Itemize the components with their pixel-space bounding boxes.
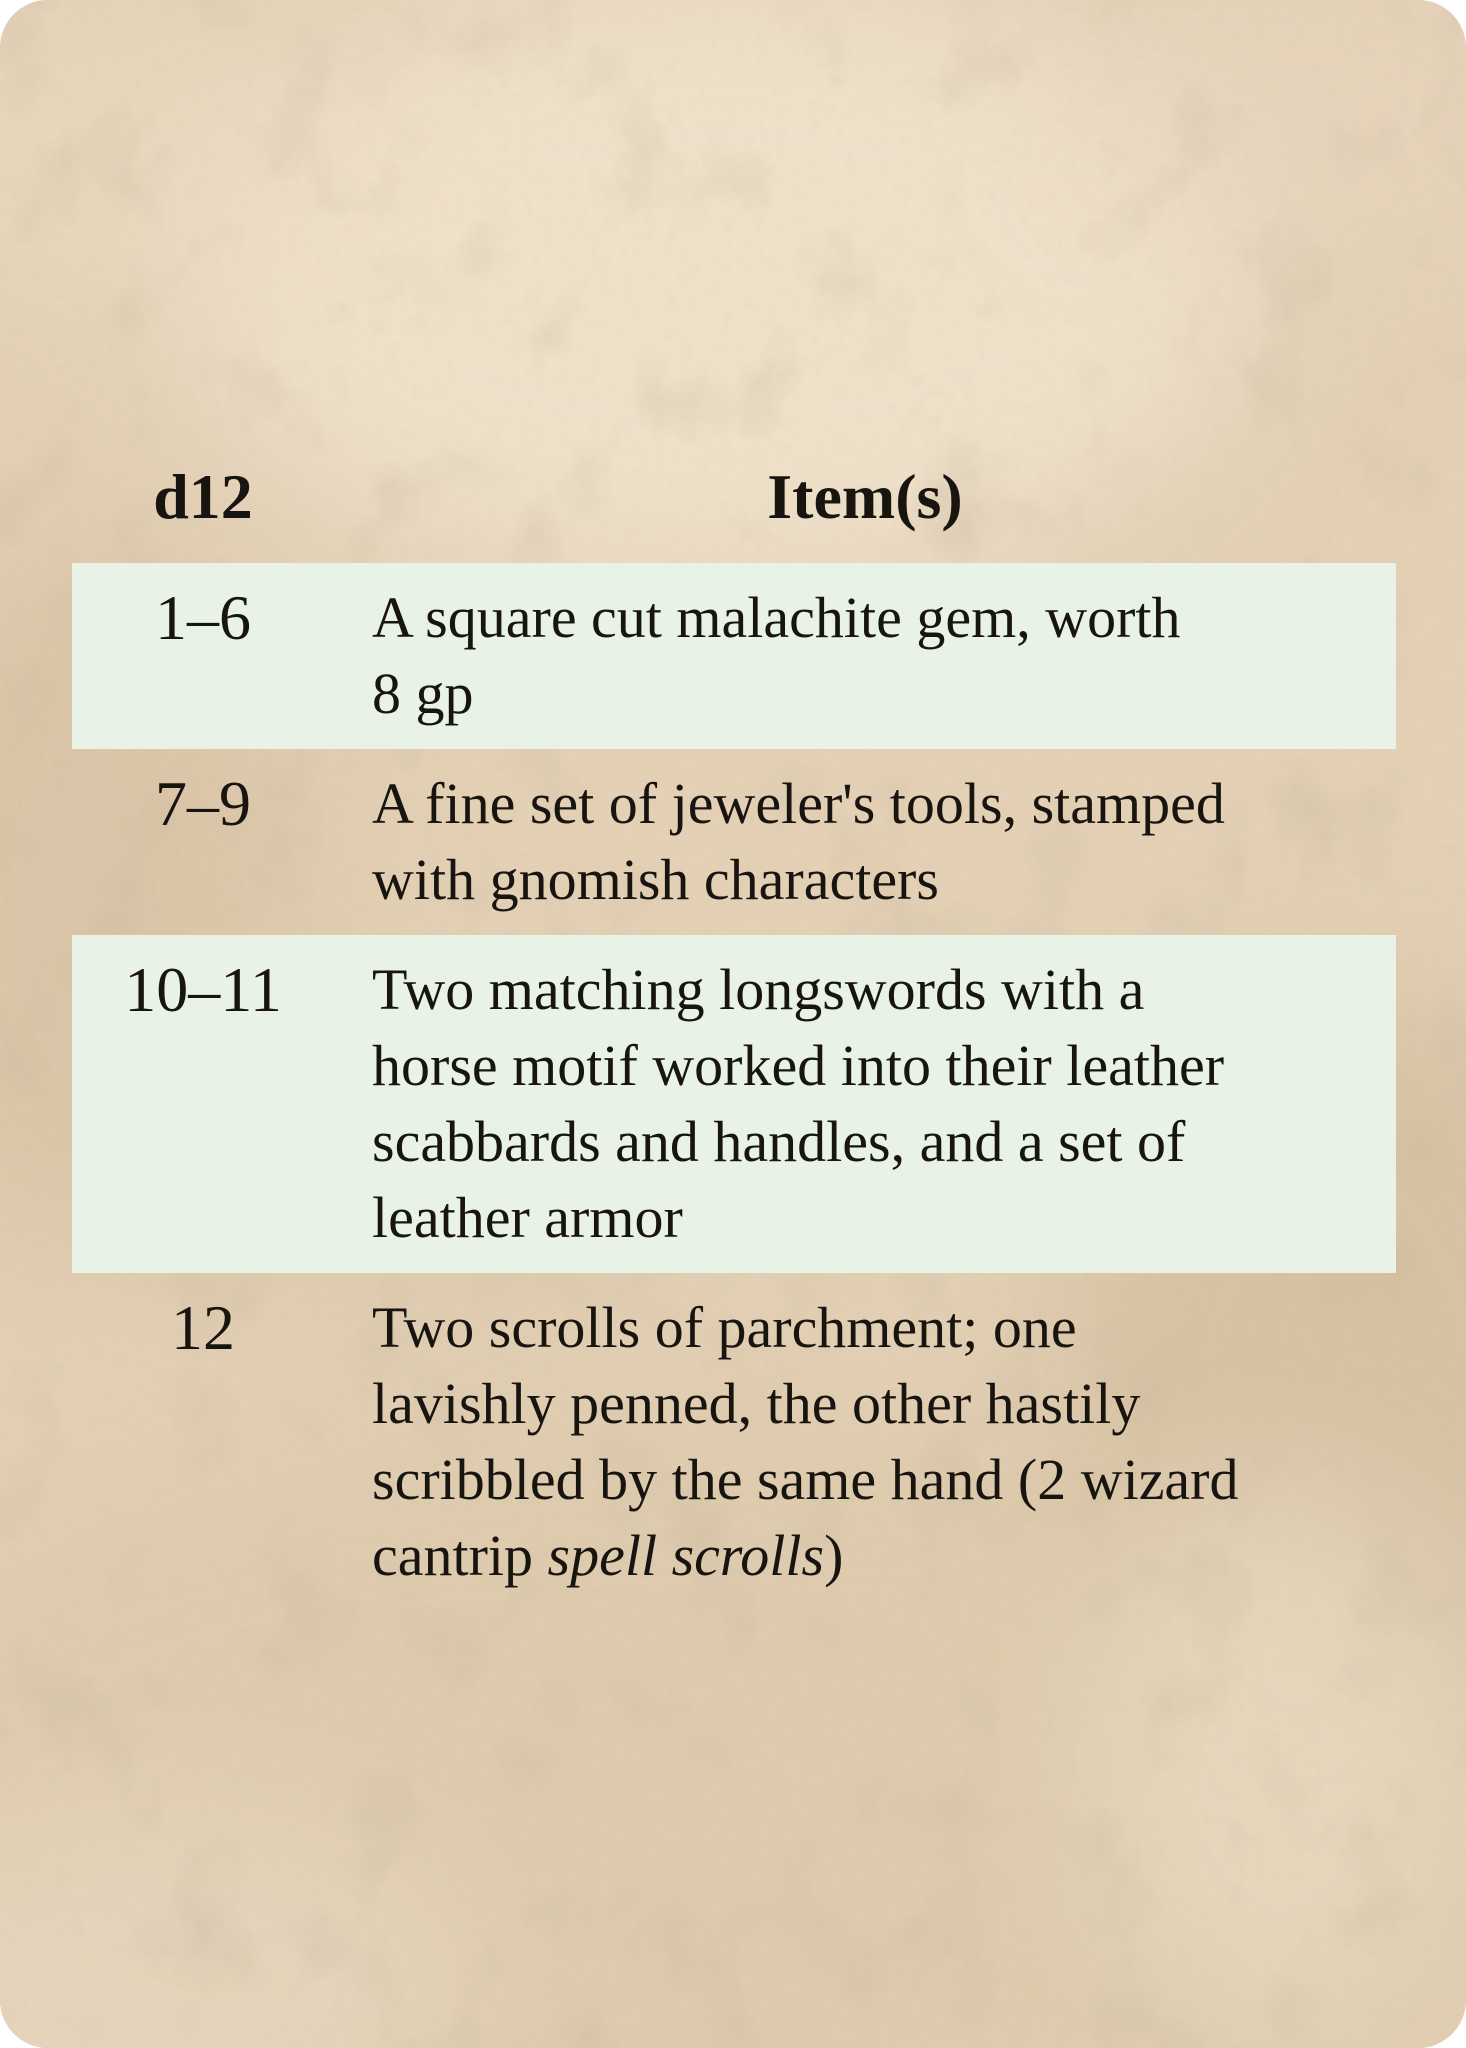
item-description-line: A square cut malachite gem, worth [372, 585, 1181, 650]
table-row [72, 1273, 1396, 1611]
roll-range: 7–9 [155, 768, 251, 839]
item-description [334, 1290, 1396, 1594]
item-description-line: lavishly penned, the other hastily [372, 1371, 1141, 1436]
table-row [72, 749, 1396, 935]
item-description-line: leather armor [372, 1185, 683, 1250]
table-header-row [72, 455, 1396, 539]
item-description-line: scribbled by the same hand (2 wizard [372, 1447, 1239, 1512]
table-row [72, 935, 1396, 1273]
item-description-line: with gnomish characters [372, 847, 939, 912]
loot-table [72, 455, 1396, 1611]
header-item-column: Item(s) [767, 461, 963, 532]
roll-range: 1–6 [155, 582, 251, 653]
item-description-line: Two matching longswords with a [372, 957, 1145, 1022]
table-rows [72, 563, 1396, 1611]
item-description-line: cantrip spell scrolls) [372, 1523, 844, 1588]
item-description-line: scabbards and handles, and a set of [372, 1109, 1186, 1174]
table-row [72, 563, 1396, 749]
roll-range: 10–11 [124, 954, 282, 1025]
item-description [334, 766, 1396, 918]
item-description [334, 952, 1396, 1256]
item-description-line: Two scrolls of parchment; one [372, 1295, 1077, 1360]
italic-term: spell scrolls [547, 1523, 825, 1588]
item-description-line: A fine set of jeweler's tools, stamped [372, 771, 1225, 836]
roll-range: 12 [171, 1292, 235, 1363]
item-description-line: 8 gp [372, 661, 474, 726]
item-description-line: horse motif worked into their leather [372, 1033, 1225, 1098]
item-description [334, 580, 1396, 732]
header-roll-column: d12 [153, 461, 253, 532]
